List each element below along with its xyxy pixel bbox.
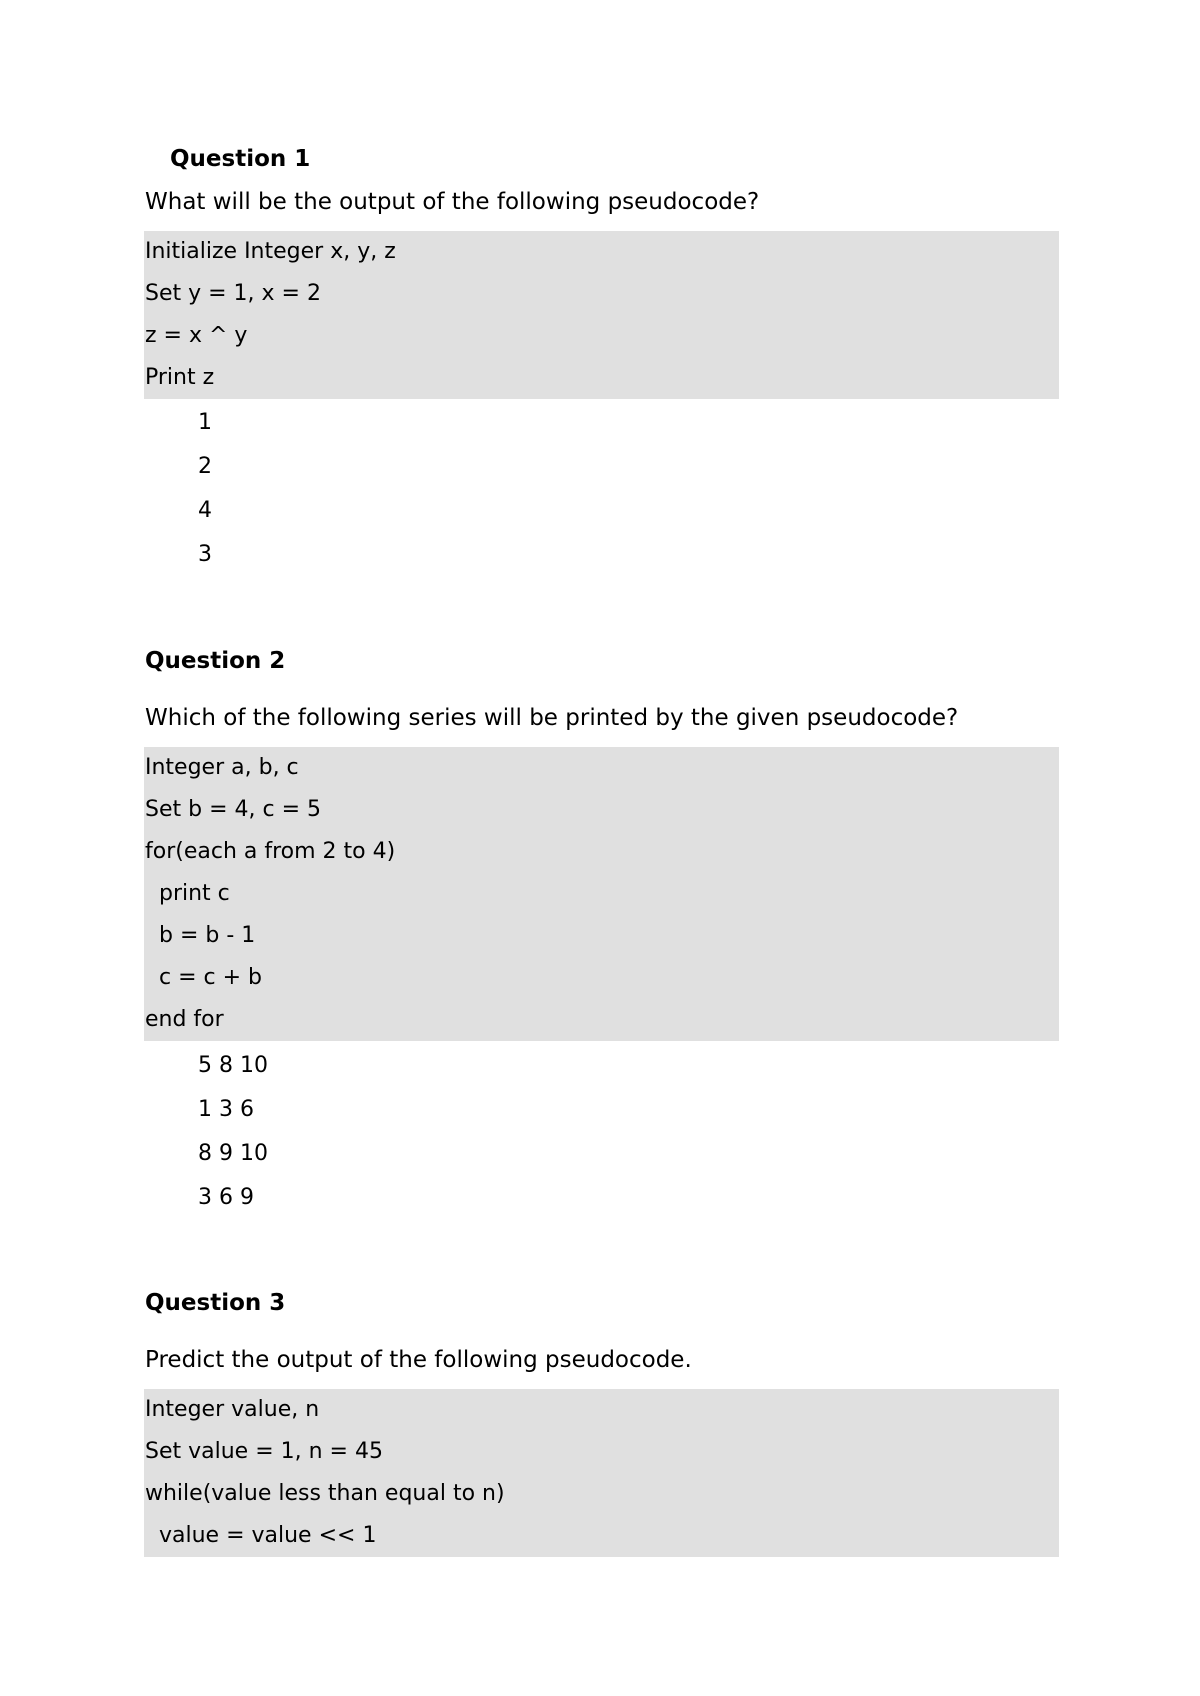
question-1-option-d: 3 xyxy=(198,542,212,567)
code-line: end for xyxy=(145,1007,224,1032)
code-line: for(each a from 2 to 4) xyxy=(145,839,396,864)
question-1-option-a: 1 xyxy=(198,410,212,435)
question-1-option-c: 4 xyxy=(198,498,212,523)
question-1-title: Question 1 xyxy=(170,146,311,172)
code-line: Initialize Integer x, y, z xyxy=(145,239,396,264)
question-1-code-block xyxy=(144,231,1059,399)
code-line: Integer a, b, c xyxy=(145,755,299,780)
question-2-option-a: 5 8 10 xyxy=(198,1053,268,1078)
question-1-prompt: What will be the output of the following pseudocode? xyxy=(145,189,760,215)
question-2-option-c: 8 9 10 xyxy=(198,1141,268,1166)
question-3-code-block xyxy=(144,1389,1059,1557)
code-line: Set y = 1, x = 2 xyxy=(145,281,321,306)
code-line: print c xyxy=(145,881,230,906)
question-2-options xyxy=(198,1044,268,1220)
code-line: while(value less than equal to n) xyxy=(145,1481,505,1506)
question-2-option-b: 1 3 6 xyxy=(198,1097,254,1122)
code-line: Set b = 4, c = 5 xyxy=(145,797,321,822)
code-line: Print z xyxy=(145,365,215,390)
code-line: b = b - 1 xyxy=(145,923,256,948)
code-line: c = c + b xyxy=(145,965,262,990)
code-line: z = x ^ y xyxy=(145,323,248,348)
question-1-options xyxy=(198,401,212,577)
question-3-title: Question 3 xyxy=(145,1290,286,1316)
question-2-option-d: 3 6 9 xyxy=(198,1185,254,1210)
question-3-prompt: Predict the output of the following pseudocode. xyxy=(145,1347,692,1373)
code-line: Integer value, n xyxy=(145,1397,320,1422)
code-line: value = value << 1 xyxy=(145,1523,377,1548)
code-line: Set value = 1, n = 45 xyxy=(145,1439,383,1464)
question-2-code-block xyxy=(144,747,1059,1041)
question-2-title: Question 2 xyxy=(145,648,286,674)
question-1-option-b: 2 xyxy=(198,454,212,479)
question-2-prompt: Which of the following series will be printed by the given pseudocode? xyxy=(145,705,959,731)
